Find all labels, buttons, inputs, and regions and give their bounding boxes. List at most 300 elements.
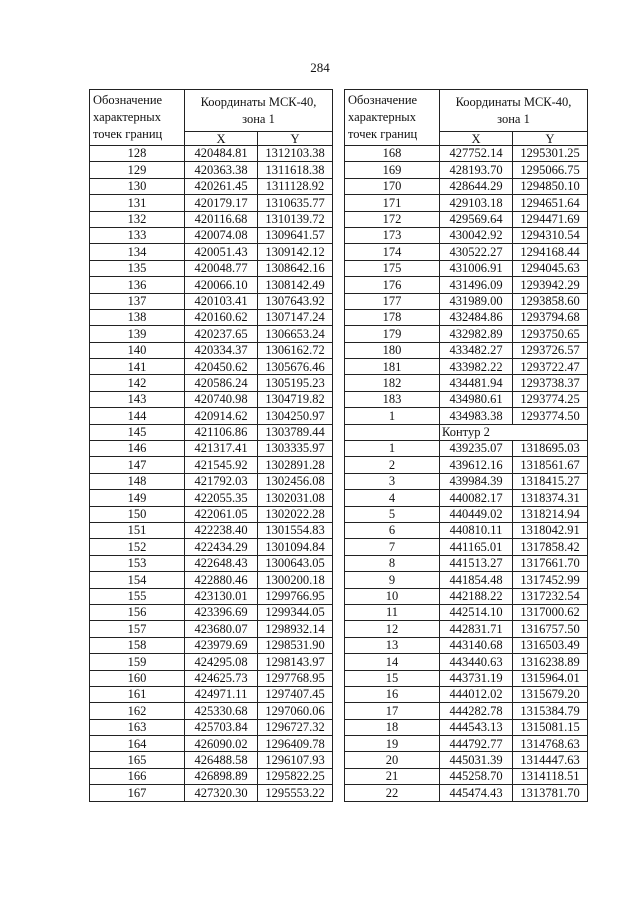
y-coordinate-cell: 1298143.97: [258, 654, 333, 670]
y-coordinate-cell: 1296409.78: [258, 736, 333, 752]
y-coordinate-cell: 1318695.03: [513, 441, 588, 457]
section-row-group: [345, 424, 588, 440]
point-number-cell: 163: [90, 719, 185, 735]
y-coordinate-cell: 1309142.12: [258, 244, 333, 260]
x-coordinate-cell: 433982.22: [440, 359, 513, 375]
x-coordinate-cell: 422055.35: [185, 490, 258, 506]
y-coordinate-cell: 1295822.25: [258, 768, 333, 784]
table-row: [90, 359, 333, 375]
table-row: [345, 162, 588, 178]
table-row: [90, 703, 333, 719]
point-number-cell: 149: [90, 490, 185, 506]
x-coordinate-cell: 428644.29: [440, 178, 513, 194]
y-coordinate-cell: 1318374.31: [513, 490, 588, 506]
y-coordinate-cell: 1305676.46: [258, 359, 333, 375]
table-row: [90, 309, 333, 325]
y-coordinate-cell: 1318415.27: [513, 473, 588, 489]
point-number-cell: 174: [345, 244, 440, 260]
x-coordinate-cell: 424295.08: [185, 654, 258, 670]
x-coordinate-cell: 426488.58: [185, 752, 258, 768]
y-coordinate-cell: 1314768.63: [513, 736, 588, 752]
point-number-cell: 130: [90, 178, 185, 194]
y-coordinate-cell: 1317452.99: [513, 572, 588, 588]
y-coordinate-cell: 1294045.63: [513, 260, 588, 276]
x-coordinate-cell: 431989.00: [440, 293, 513, 309]
x-coordinate-cell: 421545.92: [185, 457, 258, 473]
table-row: [90, 277, 333, 293]
table-row: [345, 146, 588, 162]
y-coordinate-cell: 1299344.05: [258, 604, 333, 620]
section-label: Контур 2: [440, 424, 588, 440]
x-coordinate-cell: 423396.69: [185, 604, 258, 620]
header-point-line: Обозначение: [348, 93, 418, 107]
point-number-cell: 168: [345, 146, 440, 162]
table-row: [345, 670, 588, 686]
point-number-cell: 180: [345, 342, 440, 358]
section-row: [345, 424, 588, 440]
y-coordinate-cell: 1300200.18: [258, 572, 333, 588]
point-number-cell: 183: [345, 391, 440, 407]
point-number-cell: 150: [90, 506, 185, 522]
header-point-line: Обозначение: [93, 93, 163, 107]
header-coord-line: зона 1: [497, 111, 530, 126]
table-row: [90, 293, 333, 309]
x-coordinate-cell: 420334.37: [185, 342, 258, 358]
table-row: [90, 588, 333, 604]
x-coordinate-cell: 428193.70: [440, 162, 513, 178]
table-row: [90, 490, 333, 506]
y-coordinate-cell: 1297768.95: [258, 670, 333, 686]
point-number-cell: 164: [90, 736, 185, 752]
point-number-cell: 142: [90, 375, 185, 391]
y-coordinate-cell: 1302891.28: [258, 457, 333, 473]
x-coordinate-cell: 420179.17: [185, 195, 258, 211]
point-number-cell: 135: [90, 260, 185, 276]
x-coordinate-cell: 445474.43: [440, 785, 513, 801]
y-coordinate-cell: 1304719.82: [258, 391, 333, 407]
y-coordinate-cell: 1317232.54: [513, 588, 588, 604]
table-row: [345, 752, 588, 768]
x-coordinate-cell: 420160.62: [185, 309, 258, 325]
table-body-right-contour-2: [345, 441, 588, 802]
point-number-cell: 3: [345, 473, 440, 489]
x-coordinate-cell: 442188.22: [440, 588, 513, 604]
point-number-cell: 136: [90, 277, 185, 293]
x-coordinate-cell: 432484.86: [440, 309, 513, 325]
x-coordinate-cell: 439612.16: [440, 457, 513, 473]
point-number-cell: 175: [345, 260, 440, 276]
header-y: Y: [513, 132, 588, 146]
y-coordinate-cell: 1293858.60: [513, 293, 588, 309]
y-coordinate-cell: 1294310.54: [513, 227, 588, 243]
y-coordinate-cell: 1297060.06: [258, 703, 333, 719]
table-row: [345, 277, 588, 293]
point-number-cell: 1: [345, 408, 440, 424]
y-coordinate-cell: 1307147.24: [258, 309, 333, 325]
x-coordinate-cell: 445258.70: [440, 768, 513, 784]
table-row: [90, 375, 333, 391]
table-row: [345, 375, 588, 391]
y-coordinate-cell: 1296727.32: [258, 719, 333, 735]
point-number-cell: 9: [345, 572, 440, 588]
point-number-cell: 5: [345, 506, 440, 522]
y-coordinate-cell: 1303789.44: [258, 424, 333, 440]
point-number-cell: 165: [90, 752, 185, 768]
point-number-cell: 2: [345, 457, 440, 473]
y-coordinate-cell: 1315964.01: [513, 670, 588, 686]
y-coordinate-cell: 1318214.94: [513, 506, 588, 522]
point-number-cell: 147: [90, 457, 185, 473]
y-coordinate-cell: 1293942.29: [513, 277, 588, 293]
table-row: [345, 309, 588, 325]
point-number-cell: 167: [90, 785, 185, 801]
x-coordinate-cell: 420237.65: [185, 326, 258, 342]
point-number-cell: 172: [345, 211, 440, 227]
table-row: [345, 441, 588, 457]
point-number-cell: 169: [345, 162, 440, 178]
header-y: Y: [258, 132, 333, 146]
point-number-cell: 140: [90, 342, 185, 358]
table-row: [345, 408, 588, 424]
x-coordinate-cell: 434983.38: [440, 408, 513, 424]
point-number-cell: 159: [90, 654, 185, 670]
table-row: [345, 572, 588, 588]
header-coord-line: Координаты МСК-40,: [200, 94, 317, 109]
x-coordinate-cell: 442831.71: [440, 621, 513, 637]
point-number-cell: 144: [90, 408, 185, 424]
x-coordinate-cell: 430042.92: [440, 227, 513, 243]
point-number-cell: 132: [90, 211, 185, 227]
y-coordinate-cell: 1306162.72: [258, 342, 333, 358]
table-row: [90, 326, 333, 342]
x-coordinate-cell: 420048.77: [185, 260, 258, 276]
point-number-cell: 162: [90, 703, 185, 719]
header-x: X: [440, 132, 513, 146]
point-number-cell: 133: [90, 227, 185, 243]
x-coordinate-cell: 442514.10: [440, 604, 513, 620]
point-number-cell: 153: [90, 555, 185, 571]
table-row: [345, 588, 588, 604]
x-coordinate-cell: 422434.29: [185, 539, 258, 555]
table-row: [345, 227, 588, 243]
x-coordinate-cell: 420051.43: [185, 244, 258, 260]
point-number-cell: 4: [345, 490, 440, 506]
point-number-cell: 158: [90, 637, 185, 653]
y-coordinate-cell: 1293750.65: [513, 326, 588, 342]
table-row: [90, 227, 333, 243]
point-number-cell: 7: [345, 539, 440, 555]
table-row: [345, 555, 588, 571]
x-coordinate-cell: 434980.61: [440, 391, 513, 407]
y-coordinate-cell: 1309641.57: [258, 227, 333, 243]
x-coordinate-cell: 434481.94: [440, 375, 513, 391]
y-coordinate-cell: 1317661.70: [513, 555, 588, 571]
table-row: [345, 768, 588, 784]
table-row: [345, 522, 588, 538]
point-number-cell: 177: [345, 293, 440, 309]
x-coordinate-cell: 420066.10: [185, 277, 258, 293]
point-number-cell: 8: [345, 555, 440, 571]
y-coordinate-cell: 1317858.42: [513, 539, 588, 555]
y-coordinate-cell: 1294168.44: [513, 244, 588, 260]
y-coordinate-cell: 1301094.84: [258, 539, 333, 555]
header-point-label: [90, 90, 185, 146]
y-coordinate-cell: 1298932.14: [258, 621, 333, 637]
table-body-right-contour-1: [345, 146, 588, 425]
point-number-cell: 1: [345, 441, 440, 457]
table-row: [90, 146, 333, 162]
y-coordinate-cell: 1294651.64: [513, 195, 588, 211]
table-row: [90, 441, 333, 457]
table-row: [90, 162, 333, 178]
y-coordinate-cell: 1293726.57: [513, 342, 588, 358]
table-row: [90, 752, 333, 768]
table-row: [90, 522, 333, 538]
point-number-cell: 170: [345, 178, 440, 194]
table-row: [345, 686, 588, 702]
table-row: [90, 457, 333, 473]
header-coord-line: зона 1: [242, 111, 275, 126]
coordinates-table-left: [89, 89, 333, 802]
point-number-cell: 13: [345, 637, 440, 653]
table-row: [90, 785, 333, 801]
x-coordinate-cell: 422880.46: [185, 572, 258, 588]
x-coordinate-cell: 421317.41: [185, 441, 258, 457]
y-coordinate-cell: 1293774.25: [513, 391, 588, 407]
header-point-line: характерных: [348, 110, 416, 124]
y-coordinate-cell: 1299766.95: [258, 588, 333, 604]
point-number-cell: 20: [345, 752, 440, 768]
x-coordinate-cell: 432982.89: [440, 326, 513, 342]
y-coordinate-cell: 1315081.15: [513, 719, 588, 735]
x-coordinate-cell: 441165.01: [440, 539, 513, 555]
y-coordinate-cell: 1293722.47: [513, 359, 588, 375]
point-number-cell: 154: [90, 572, 185, 588]
table-row: [90, 637, 333, 653]
point-number-cell: 166: [90, 768, 185, 784]
point-number-cell: 181: [345, 359, 440, 375]
table-row: [345, 260, 588, 276]
point-number-cell: 10: [345, 588, 440, 604]
x-coordinate-cell: 426898.89: [185, 768, 258, 784]
table-row: [345, 654, 588, 670]
x-coordinate-cell: 444792.77: [440, 736, 513, 752]
x-coordinate-cell: 439235.07: [440, 441, 513, 457]
point-number-cell: 156: [90, 604, 185, 620]
header-x: X: [185, 132, 258, 146]
table-row: [345, 342, 588, 358]
y-coordinate-cell: 1314447.63: [513, 752, 588, 768]
point-number-cell: 179: [345, 326, 440, 342]
table-row: [90, 342, 333, 358]
y-coordinate-cell: 1300643.05: [258, 555, 333, 571]
y-coordinate-cell: 1310139.72: [258, 211, 333, 227]
x-coordinate-cell: 421106.86: [185, 424, 258, 440]
x-coordinate-cell: 440449.02: [440, 506, 513, 522]
y-coordinate-cell: 1308642.16: [258, 260, 333, 276]
y-coordinate-cell: 1308142.49: [258, 277, 333, 293]
x-coordinate-cell: 421792.03: [185, 473, 258, 489]
table-row: [90, 621, 333, 637]
table-row: [90, 244, 333, 260]
coordinates-table-right: [344, 89, 588, 802]
table-row: [345, 326, 588, 342]
point-number-cell: 21: [345, 768, 440, 784]
y-coordinate-cell: 1318042.91: [513, 522, 588, 538]
point-number-cell: 171: [345, 195, 440, 211]
table-row: [90, 572, 333, 588]
table-row: [90, 539, 333, 555]
point-number-cell: 134: [90, 244, 185, 260]
y-coordinate-cell: 1294850.10: [513, 178, 588, 194]
point-number-cell: 157: [90, 621, 185, 637]
table-row: [345, 195, 588, 211]
point-number-cell: 137: [90, 293, 185, 309]
table-row: [90, 686, 333, 702]
header-point-line: характерных: [93, 110, 161, 124]
x-coordinate-cell: 420074.08: [185, 227, 258, 243]
table-row: [90, 195, 333, 211]
x-coordinate-cell: 422238.40: [185, 522, 258, 538]
point-number-cell: 146: [90, 441, 185, 457]
table-row: [345, 604, 588, 620]
header-point-line: точек границ: [348, 127, 418, 141]
y-coordinate-cell: 1317000.62: [513, 604, 588, 620]
x-coordinate-cell: 423979.69: [185, 637, 258, 653]
y-coordinate-cell: 1315679.20: [513, 686, 588, 702]
y-coordinate-cell: 1297407.45: [258, 686, 333, 702]
point-number-cell: 151: [90, 522, 185, 538]
y-coordinate-cell: 1318561.67: [513, 457, 588, 473]
y-coordinate-cell: 1313781.70: [513, 785, 588, 801]
y-coordinate-cell: 1310635.77: [258, 195, 333, 211]
x-coordinate-cell: 431496.09: [440, 277, 513, 293]
point-number-cell: 14: [345, 654, 440, 670]
table-row: [345, 703, 588, 719]
point-number-cell: 12: [345, 621, 440, 637]
point-number-cell: 17: [345, 703, 440, 719]
y-coordinate-cell: 1298531.90: [258, 637, 333, 653]
x-coordinate-cell: 425703.84: [185, 719, 258, 735]
table-row: [345, 244, 588, 260]
x-coordinate-cell: 425330.68: [185, 703, 258, 719]
table-row: [90, 555, 333, 571]
header-point-line: точек границ: [93, 127, 163, 141]
point-number-cell: 129: [90, 162, 185, 178]
table-row: [345, 211, 588, 227]
point-number-cell: 15: [345, 670, 440, 686]
x-coordinate-cell: 424971.11: [185, 686, 258, 702]
y-coordinate-cell: 1293738.37: [513, 375, 588, 391]
y-coordinate-cell: 1316238.89: [513, 654, 588, 670]
point-number-cell: 161: [90, 686, 185, 702]
x-coordinate-cell: 440810.11: [440, 522, 513, 538]
point-number-cell: 128: [90, 146, 185, 162]
x-coordinate-cell: 444282.78: [440, 703, 513, 719]
header-coord-line: Координаты МСК-40,: [455, 94, 572, 109]
point-number-cell: 19: [345, 736, 440, 752]
table-row: [90, 473, 333, 489]
x-coordinate-cell: 420740.98: [185, 391, 258, 407]
point-number-cell: 145: [90, 424, 185, 440]
table-row: [90, 260, 333, 276]
point-number-cell: 18: [345, 719, 440, 735]
point-number-cell: 176: [345, 277, 440, 293]
point-number-cell: 22: [345, 785, 440, 801]
y-coordinate-cell: 1295553.22: [258, 785, 333, 801]
y-coordinate-cell: 1293794.68: [513, 309, 588, 325]
y-coordinate-cell: 1312103.38: [258, 146, 333, 162]
table-row: [90, 736, 333, 752]
y-coordinate-cell: 1315384.79: [513, 703, 588, 719]
table-row: [345, 490, 588, 506]
x-coordinate-cell: 423130.01: [185, 588, 258, 604]
x-coordinate-cell: 420363.38: [185, 162, 258, 178]
table-row: [345, 359, 588, 375]
x-coordinate-cell: 444012.02: [440, 686, 513, 702]
table-row: [90, 211, 333, 227]
x-coordinate-cell: 426090.02: [185, 736, 258, 752]
x-coordinate-cell: 420103.41: [185, 293, 258, 309]
y-coordinate-cell: 1302031.08: [258, 490, 333, 506]
table-row: [345, 785, 588, 801]
table-row: [90, 654, 333, 670]
x-coordinate-cell: 443140.68: [440, 637, 513, 653]
section-empty-cell: [345, 424, 440, 440]
table-row: [90, 719, 333, 735]
point-number-cell: 152: [90, 539, 185, 555]
x-coordinate-cell: 422648.43: [185, 555, 258, 571]
table-row: [90, 408, 333, 424]
y-coordinate-cell: 1302022.28: [258, 506, 333, 522]
y-coordinate-cell: 1314118.51: [513, 768, 588, 784]
point-number-cell: 178: [345, 309, 440, 325]
x-coordinate-cell: 430522.27: [440, 244, 513, 260]
table-row: [90, 424, 333, 440]
table-body-left: [90, 146, 333, 802]
y-coordinate-cell: 1296107.93: [258, 752, 333, 768]
table-row: [90, 506, 333, 522]
x-coordinate-cell: 420586.24: [185, 375, 258, 391]
point-number-cell: 6: [345, 522, 440, 538]
point-number-cell: 160: [90, 670, 185, 686]
point-number-cell: 139: [90, 326, 185, 342]
table-row: [345, 621, 588, 637]
header-coord-label: [440, 90, 588, 132]
y-coordinate-cell: 1311618.38: [258, 162, 333, 178]
x-coordinate-cell: 427320.30: [185, 785, 258, 801]
y-coordinate-cell: 1301554.83: [258, 522, 333, 538]
table-row: [90, 391, 333, 407]
y-coordinate-cell: 1304250.97: [258, 408, 333, 424]
point-number-cell: 141: [90, 359, 185, 375]
table-row: [345, 539, 588, 555]
x-coordinate-cell: 441513.27: [440, 555, 513, 571]
table-row: [90, 768, 333, 784]
point-number-cell: 143: [90, 391, 185, 407]
y-coordinate-cell: 1311128.92: [258, 178, 333, 194]
table-row: [345, 719, 588, 735]
point-number-cell: 155: [90, 588, 185, 604]
table-row: [345, 293, 588, 309]
table-row: [345, 457, 588, 473]
table-row: [90, 604, 333, 620]
header-point-label: [345, 90, 440, 146]
x-coordinate-cell: 427752.14: [440, 146, 513, 162]
y-coordinate-cell: 1295066.75: [513, 162, 588, 178]
x-coordinate-cell: 439984.39: [440, 473, 513, 489]
x-coordinate-cell: 443731.19: [440, 670, 513, 686]
